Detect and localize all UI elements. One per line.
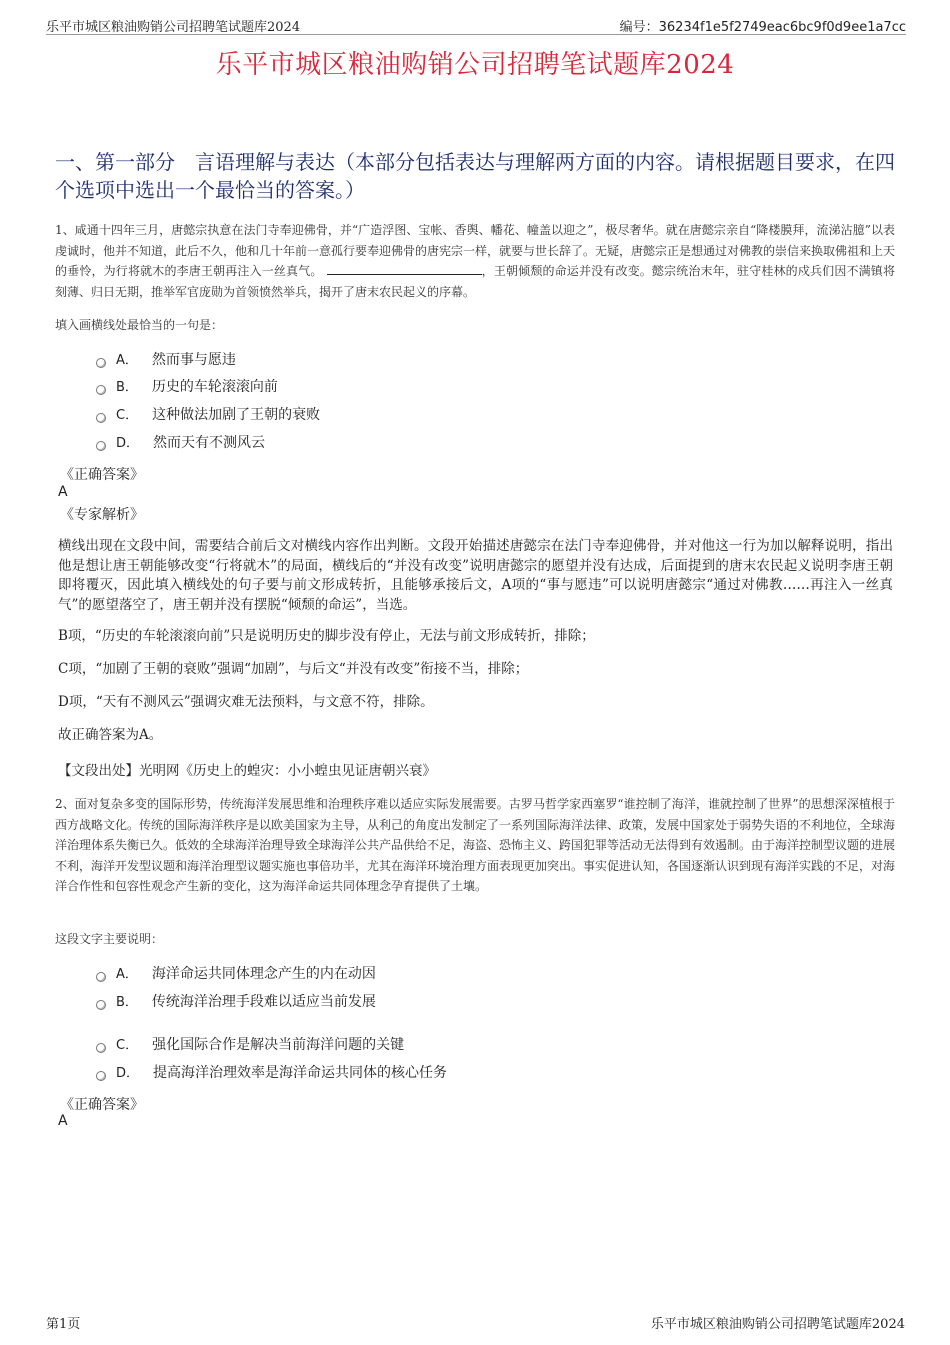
analysis-paragraph: C项，“加剧了王朝的衰败”强调“加剧”，与后文“并没有改变”衔接不当，排除； <box>58 661 529 677</box>
page-header <box>46 14 906 35</box>
option-text: 传统海洋治理手段难以适应当前发展 <box>151 994 376 1010</box>
option-letter: B． <box>116 380 138 395</box>
radio-icon[interactable] <box>96 1043 106 1053</box>
question-2-answer: A <box>58 1113 68 1129</box>
page-number: 第1页 <box>46 1317 81 1332</box>
question-1-option-b[interactable] <box>96 377 278 397</box>
option-letter: B． <box>116 995 138 1010</box>
question-2-text: 2、面对复杂多变的国际形势，传统海洋发展思维和治理秩序难以适应实际发展需要。古罗马哲学家西塞罗“谁控制了海洋，谁就控制了世界”的思想深深植根于西方战略文化。传统的国际海洋秩序是以欧美国家为主导，从利己的角度出发制定了一系列国际海洋法律、政策，发展中国家处于弱势失语的不利地位，全球海洋治理体系失衡已久。低效的全球海洋治理导致全球海洋公共产品供给不足，海盗、恐怖主义、跨国犯罪等活动无法得到有效遏制。由于海洋控制型议题的进展不利，海洋开发型议题和海洋治理型议题实施也事倍功半，尤其在海洋环境治理方面表现更加突出。事实促进认知，各国逐渐认识到现有海洋实践的不足，对海洋合作性和包容性观念产生新的变化，这为海洋命运共同体理念孕育提供了土壤。 <box>55 797 896 893</box>
question-2-option-c[interactable] <box>96 1035 404 1055</box>
option-text: 然而事与愿违 <box>151 352 236 368</box>
option-letter: D． <box>116 436 140 451</box>
radio-icon[interactable] <box>96 358 106 368</box>
radio-icon[interactable] <box>96 441 106 451</box>
analysis-paragraph: D项，“天有不测风云”强调灾难无法预料，与文意不符，排除。 <box>58 694 434 710</box>
footer-doc-title: 乐平市城区粮油购销公司招聘笔试题库2024 <box>650 1317 905 1332</box>
radio-icon[interactable] <box>96 385 106 395</box>
radio-icon[interactable] <box>96 1071 106 1081</box>
option-text: 海洋命运共同体理念产生的内在动因 <box>151 966 376 982</box>
fill-blank <box>327 262 482 275</box>
header-code-label: 编号： <box>619 20 659 35</box>
option-letter: C． <box>116 408 139 423</box>
analysis-paragraph: 故正确答案为A。 <box>58 727 163 743</box>
question-1-answer-label: 《正确答案》 <box>60 467 144 483</box>
option-text: 这种做法加剧了王朝的衰败 <box>152 407 321 423</box>
analysis-paragraph: B项，“历史的车轮滚滚向前”只是说明历史的脚步没有停止，无法与前文形成转折，排除； <box>58 628 595 644</box>
question-2-option-b[interactable] <box>96 992 376 1012</box>
option-text: 强化国际合作是解决当前海洋问题的关键 <box>152 1037 405 1053</box>
question-1-answer: A <box>58 484 68 500</box>
section-heading: 一、第一部分 言语理解与表达（本部分包括表达与理解两方面的内容。请根据题目要求，在四个选项中选出一个最恰当的答案。） <box>55 150 895 202</box>
option-text: 历史的车轮滚滚向前 <box>151 379 278 395</box>
page-title: 乐平市城区粮油购销公司招聘笔试题库2024 <box>215 50 735 80</box>
source-citation: 【文段出处】光明网《历史上的蝗灾：小小蝗虫见证唐朝兴衰》 <box>58 763 436 779</box>
analysis-paragraph: 横线出现在文段中间，需要结合前后文对横线内容作出判断。文段开始描述唐懿宗在法门寺奉迎佛骨，并对他这一行为加以解释说明，指出他是想让唐王朝能够改变“行将就木”的局面，横线后的“并没有改变”说明唐懿宗的愿望并没有达成，后面提到的唐末农民起义说明李唐王朝即将覆灭，因此填入横线处的句子要与前文形成转折，且能够承接后文，A项的“事与愿违”可以说明唐懿宗“通过对佛教……再注入一丝真气”的愿望落空了，唐王朝并没有摆脱“倾颓的命运”，当选。 <box>58 538 893 613</box>
question-1-prompt: 填入画横线处最恰当的一句是： <box>55 318 224 332</box>
option-letter: C． <box>116 1038 139 1053</box>
question-1-analysis-label: 《专家解析》 <box>60 507 144 523</box>
question-1-option-d[interactable] <box>96 433 265 453</box>
question-2-option-d[interactable] <box>96 1063 447 1083</box>
question-2-answer-label: 《正确答案》 <box>60 1097 144 1113</box>
radio-icon[interactable] <box>96 1000 106 1010</box>
question-1-option-c[interactable] <box>96 405 320 425</box>
header-doc-title: 乐平市城区粮油购销公司招聘笔试题库2024 <box>46 20 301 35</box>
header-doc-code <box>620 16 906 35</box>
option-letter: D． <box>116 1066 140 1081</box>
question-1-text <box>55 220 895 302</box>
header-code-value: 36234f1e5f2749eac6bc9f0d9ee1a7cc <box>658 20 906 35</box>
option-letter: A． <box>116 353 138 368</box>
radio-icon[interactable] <box>96 972 106 982</box>
question-2-option-a[interactable] <box>96 964 376 984</box>
option-text: 然而天有不测风云 <box>153 435 266 451</box>
option-text: 提高海洋治理效率是海洋命运共同体的核心任务 <box>153 1065 448 1081</box>
radio-icon[interactable] <box>96 413 106 423</box>
question-1-text-after: ，王朝倾颓的命运并没有改变。懿宗统治末年，驻守桂林的戍兵们因不满镇将刻薄、归日无期，推举军官庞勋为首领愤然举兵，揭开了唐末农民起义的序幕。 <box>55 264 895 299</box>
option-letter: A． <box>116 967 138 982</box>
question-2-prompt: 这段文字主要说明： <box>55 932 164 946</box>
question-1-text-before: 1、咸通十四年三月，唐懿宗执意在法门寺奉迎佛骨，并“广造浮图、宝帐、香舆、幡花、幢盖以迎之”，极尽奢华。就在唐懿宗亲自“降楼膜拜，流涕沾臆”以表虔诚时，他并不知道，此后不久，他和几十年前一意孤行要奉迎佛骨的唐宪宗一样，就要与世长辞了。无疑，唐懿宗正是想通过对佛教的崇信来换取佛祖和上天的垂怜，为行将就木的李唐王朝再注入一丝真气。 <box>55 223 896 278</box>
question-1-option-a[interactable] <box>96 350 236 370</box>
